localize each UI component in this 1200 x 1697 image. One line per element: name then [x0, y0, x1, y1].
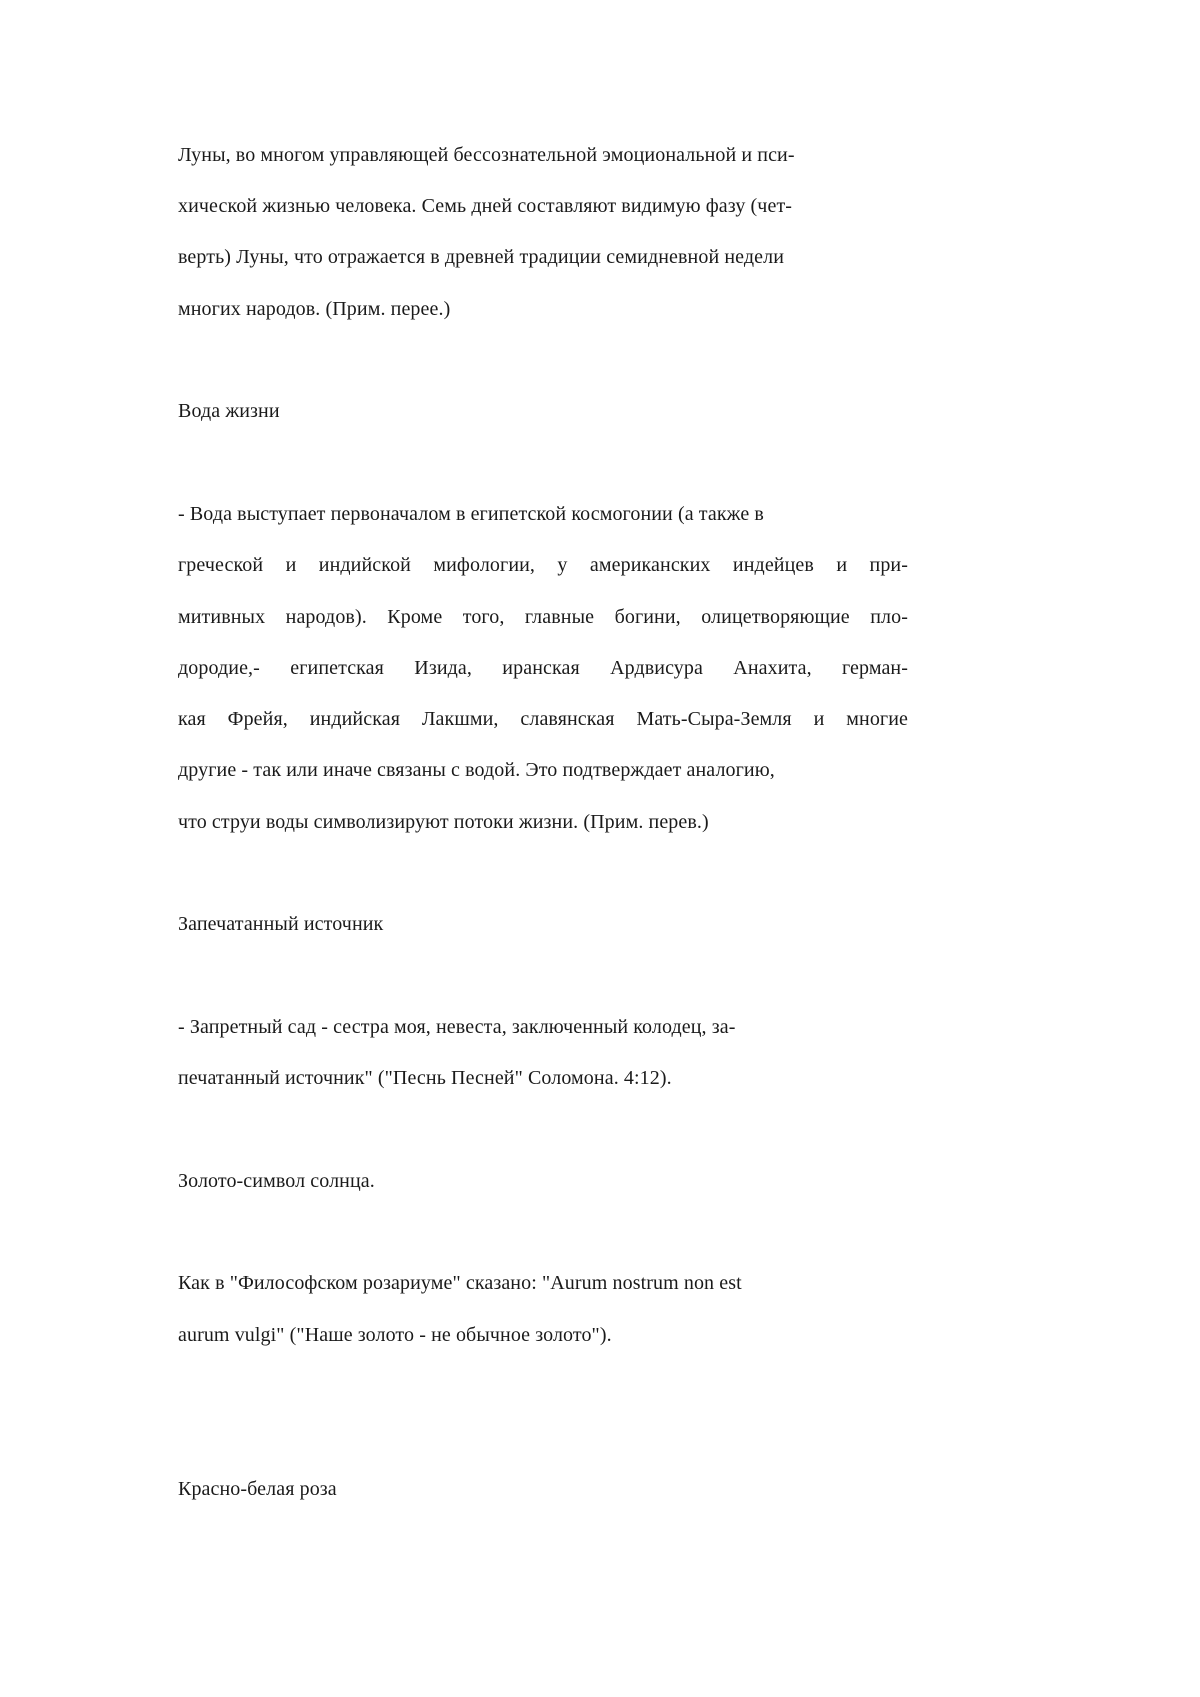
intro-line-2: хической жизнью человека. Семь дней составляют видимую фазу (чет- [178, 195, 793, 217]
intro-line-1: Луны, во многом управляющей бессознательной эмоциональной и пси- [178, 144, 795, 166]
water-line-7: что струи воды символизируют потоки жизни. (Прим. перев.) [178, 811, 709, 833]
spring-line-1: - Запретный сад - сестра моя, невеста, заключенный колодец, за- [178, 1016, 736, 1038]
water-line-3: митивных народов). Кроме того, главные богини, олицетворяющие пло- [178, 606, 908, 628]
intro-line-4: многих народов. (Прим. перее.) [178, 298, 451, 320]
water-line-4: дородие,- египетская Изида, иранская Ардвисура Анахита, герман- [178, 657, 908, 679]
water-line-6: другие - так или иначе связаны с водой. Это подтверждает аналогию, [178, 759, 775, 781]
section-title-spring: Запечатанный источник [178, 913, 384, 935]
water-line-5: кая Фрейя, индийская Лакшми, славянская Мать-Сыра-Земля и многие [178, 708, 908, 730]
gold-line-1: Как в "Философском розариуме" сказано: "Aurum nostrum non est [178, 1272, 742, 1294]
section-title-water: Вода жизни [178, 400, 280, 422]
gold-line-2: aurum vulgi" ("Наше золото - не обычное золото"). [178, 1324, 612, 1346]
intro-line-3: верть) Луны, что отражается в древней традиции семидневной недели [178, 246, 785, 268]
spring-line-2: печатанный источник" ("Песнь Песней" Соломона. 4:12). [178, 1067, 672, 1089]
section-title-gold: Золото-символ солнца. [178, 1170, 375, 1192]
water-line-2: греческой и индийской мифологии, у американских индейцев и при- [178, 554, 908, 576]
water-line-1: - Вода выступает первоначалом в египетской космогонии (а также в [178, 503, 764, 525]
section-title-rose: Красно-белая роза [178, 1478, 337, 1500]
